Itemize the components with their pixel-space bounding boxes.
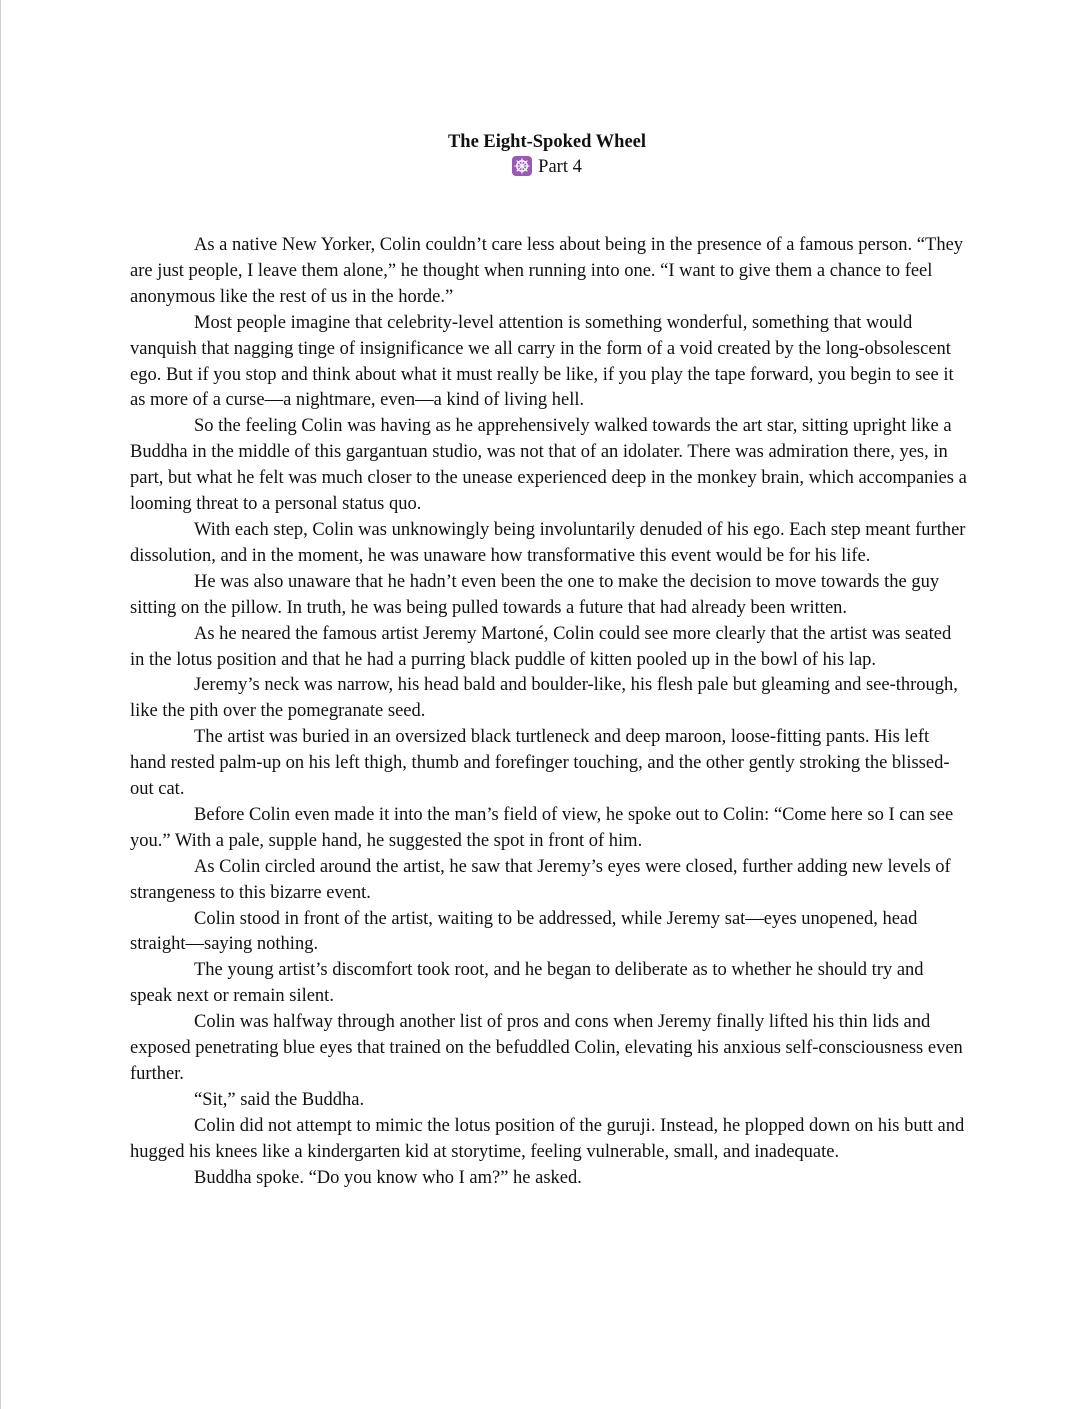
paragraph: Colin stood in front of the artist, waiting to be addressed, while Jeremy sat—eyes unopened, head straight—saying nothing.	[130, 908, 918, 955]
paragraph: Colin was halfway through another list of pros and cons when Jeremy finally lifted his thin lids and exposed penetrating blue eyes that trained on the befuddled Colin, elevating his anxious self-consciousness even further.	[130, 1012, 963, 1084]
paragraph: He was also unaware that he hadn’t even been the one to make the decision to move towards the guy sitting on the pillow. In truth, he was being pulled towards a future that had already been written.	[130, 571, 940, 618]
paragraph: Before Colin even made it into the man’s field of view, he spoke out to Colin: “Come here so I can see you.” With a pale, supple hand, he suggested the spot in front of him.	[130, 804, 954, 851]
document-page	[1, 0, 1088, 1409]
paragraph: So the feeling Colin was having as he apprehensively walked towards the art star, sitting upright like a Buddha in the middle of this gargantuan studio, was not that of an idolater. There was admiration there, yes, in part, but what he felt was much closer to the unease experienced deep in the monkey brain, which accompanies a looming threat to a personal status quo.	[130, 416, 967, 515]
story-subtitle	[1, 155, 1088, 179]
paragraph: As Colin circled around the artist, he saw that Jeremy’s eyes were closed, further adding new levels of strangeness to this bizarre event.	[130, 856, 951, 903]
wheel-of-dharma-icon	[512, 156, 532, 176]
paragraph: The artist was buried in an oversized black turtleneck and deep maroon, loose-fitting pants. His left hand rested palm-up on his left thigh, thumb and forefinger touching, and the other gently stroking the blissed-out cat.	[130, 727, 950, 800]
paragraph: The young artist’s discomfort took root, and he began to deliberate as to whether he should try and speak next or remain silent.	[130, 960, 924, 1007]
paragraph: Colin did not attempt to mimic the lotus position of the guruji. Instead, he plopped down on his butt and hugged his knees like a kindergarten kid at storytime, feeling vulnerable, small, and inadequate.	[130, 1115, 965, 1162]
paragraph: “Sit,” said the Buddha.	[194, 1089, 365, 1110]
paragraph: As a native New Yorker, Colin couldn’t care less about being in the presence of a famous person. “They are just people, I leave them alone,” he thought when running into one. “I want to give them a chance to feel anonymous like the rest of us in the horde.”	[130, 235, 964, 307]
part-label: Part 4	[538, 157, 582, 177]
paragraph: Most people imagine that celebrity-level attention is something wonderful, something that would vanquish that nagging tinge of insignificance we all carry in the form of a void created by the long-obsolescent ego. But if you stop and think about what it must really be like, if you play the tape forward, you begin to see it as more of a curse—a nightmare, even—a kind of living hell.	[130, 312, 954, 411]
paragraph: Buddha spoke. “Do you know who I am?” he asked.	[194, 1167, 582, 1188]
paragraph: Jeremy’s neck was narrow, his head bald and boulder-like, his flesh pale but gleaming and see-through, like the pith over the pomegranate seed.	[130, 675, 958, 722]
paragraph: As he neared the famous artist Jeremy Martoné, Colin could see more clearly that the artist was seated in the lotus position and that he had a purring black puddle of kitten pooled up in the bowl of his lap.	[130, 623, 952, 670]
story-body	[130, 233, 968, 1192]
story-title: The Eight-Spoked Wheel	[447, 132, 647, 152]
paragraph: With each step, Colin was unknowingly being involuntarily denuded of his ego. Each step meant further dissolution, and in the moment, he was unaware how transformative this event would be for his life.	[130, 519, 966, 566]
